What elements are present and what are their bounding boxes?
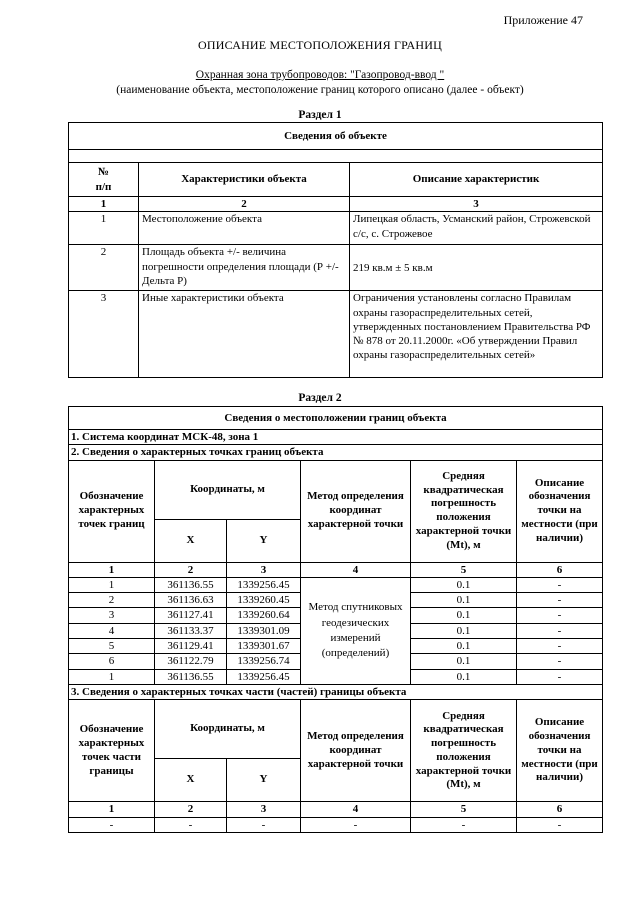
point-error: 0.1 (411, 669, 517, 684)
point-y: 1339260.64 (227, 608, 301, 623)
col-x: X (155, 759, 227, 802)
point-description: - (517, 639, 603, 654)
col-number: 4 (301, 562, 411, 577)
boundary-header: Сведения о местоположении границ объекта (69, 407, 603, 430)
point-y: 1339256.74 (227, 654, 301, 669)
point-description: - (517, 669, 603, 684)
col-header-description: Описание характеристик (350, 163, 603, 197)
document-title: ОПИСАНИЕ МЕСТОПОЛОЖЕНИЯ ГРАНИЦ (198, 38, 442, 52)
table-row (69, 245, 603, 291)
point-description: - (517, 623, 603, 638)
col-part-point: Обозначение характерных точек части границы (69, 700, 155, 802)
table-row (69, 577, 603, 592)
coord-system: 1. Система координат МСК-48, зона 1 (69, 430, 603, 445)
point-number: 1 (69, 577, 155, 592)
col-number: 6 (517, 802, 603, 817)
row-characteristic: Местоположение объекта (139, 212, 350, 245)
point-x: 361133.37 (155, 623, 227, 638)
row-num: 3 (69, 291, 139, 378)
part-point-x: - (155, 817, 227, 832)
point-error: 0.1 (411, 639, 517, 654)
point-y: 1339301.67 (227, 639, 301, 654)
row-num: 1 (69, 212, 139, 245)
point-x: 361136.55 (155, 669, 227, 684)
point-y: 1339260.45 (227, 593, 301, 608)
object-info-header: Сведения об объекте (69, 123, 603, 150)
col-number: 2 (155, 802, 227, 817)
col-error: Средняя квадратическая погрешность положения характерной точки (Mt), м (411, 460, 517, 562)
col-y: Y (227, 519, 301, 562)
point-y: 1339256.45 (227, 669, 301, 684)
point-x: 361122.79 (155, 654, 227, 669)
col-coords: Координаты, м (155, 460, 301, 519)
point-x: 361136.55 (155, 577, 227, 592)
point-error: 0.1 (411, 608, 517, 623)
row-characteristic: Площадь объекта +/- величина погрешности определения площади (Р +/- Дельта Р) (139, 245, 350, 291)
object-note: (наименование объекта, местоположение границ которого описано (далее - объект) (116, 84, 524, 96)
point-error: 0.1 (411, 577, 517, 592)
blank-row (69, 150, 603, 163)
point-method: Метод спутниковых геодезических измерений (определений) (301, 577, 411, 684)
point-y: 1339301.09 (227, 623, 301, 638)
row-description: 219 кв.м ± 5 кв.м (350, 245, 603, 291)
col-number: 1 (69, 197, 139, 212)
col-x: X (155, 519, 227, 562)
point-description: - (517, 593, 603, 608)
point-x: 361127.41 (155, 608, 227, 623)
boundary-location-table (68, 406, 603, 833)
col-number: 5 (411, 562, 517, 577)
table-row (69, 817, 603, 832)
object-info-table (68, 122, 603, 378)
points-title: 2. Сведения о характерных точках границ объекта (69, 445, 603, 460)
point-number: 5 (69, 639, 155, 654)
point-y: 1339256.45 (227, 577, 301, 592)
col-number: 5 (411, 802, 517, 817)
object-name-text: Охранная зона трубопроводов: "Газопровод-ввод " (195, 69, 445, 81)
col-number: 3 (227, 562, 301, 577)
col-number: 6 (517, 562, 603, 577)
col-desc: Описание обозначения точки на местности (при наличии) (517, 700, 603, 802)
col-coords: Координаты, м (155, 700, 301, 759)
table-row (69, 212, 603, 245)
row-num: 2 (69, 245, 139, 291)
col-error: Средняя квадратическая погрешность положения характерной точки (Mt), м (411, 700, 517, 802)
point-description: - (517, 577, 603, 592)
col-number: 2 (139, 197, 350, 212)
col-y: Y (227, 759, 301, 802)
point-number: 4 (69, 623, 155, 638)
point-number: 2 (69, 593, 155, 608)
row-description: Ограничения установлены согласно Правилам охраны газораспределительных сетей, утвержденных постановлением Правительства РФ № 878 от 20.11.2000г. «Об утверждении Правил охраны газораспределительных сетей» (350, 291, 603, 378)
point-number: 1 (69, 669, 155, 684)
part-point-y: - (227, 817, 301, 832)
point-error: 0.1 (411, 593, 517, 608)
col-number: 4 (301, 802, 411, 817)
part-point-number: - (69, 817, 155, 832)
point-description: - (517, 608, 603, 623)
table-row (69, 291, 603, 378)
col-desc: Описание обозначения точки на местности (при наличии) (517, 460, 603, 562)
col-number: 1 (69, 802, 155, 817)
part-point-error: - (411, 817, 517, 832)
point-x: 361129.41 (155, 639, 227, 654)
appendix-label: Приложение 47 (503, 13, 583, 27)
point-error: 0.1 (411, 654, 517, 669)
row-description: Липецкая область, Усманский район, Строжевской с/с, с. Строжевое (350, 212, 603, 245)
point-number: 6 (69, 654, 155, 669)
section1-title: Раздел 1 (298, 109, 342, 121)
part-point-method: - (301, 817, 411, 832)
object-name (0, 68, 640, 83)
parts-title: 3. Сведения о характерных точках части (частей) границы объекта (69, 684, 603, 699)
point-error: 0.1 (411, 623, 517, 638)
col-header-characteristic: Характеристики объекта (139, 163, 350, 197)
col-number: 3 (227, 802, 301, 817)
row-characteristic: Иные характеристики объекта (139, 291, 350, 378)
point-number: 3 (69, 608, 155, 623)
col-header-num: № п/п (69, 163, 139, 197)
col-number: 1 (69, 562, 155, 577)
point-x: 361136.63 (155, 593, 227, 608)
point-description: - (517, 654, 603, 669)
col-number: 2 (155, 562, 227, 577)
col-point: Обозначение характерных точек границ (69, 460, 155, 562)
col-method: Метод определения координат характерной точки (301, 700, 411, 802)
section2-title: Раздел 2 (298, 392, 342, 404)
col-number: 3 (350, 197, 603, 212)
part-point-description: - (517, 817, 603, 832)
col-method: Метод определения координат характерной точки (301, 460, 411, 562)
